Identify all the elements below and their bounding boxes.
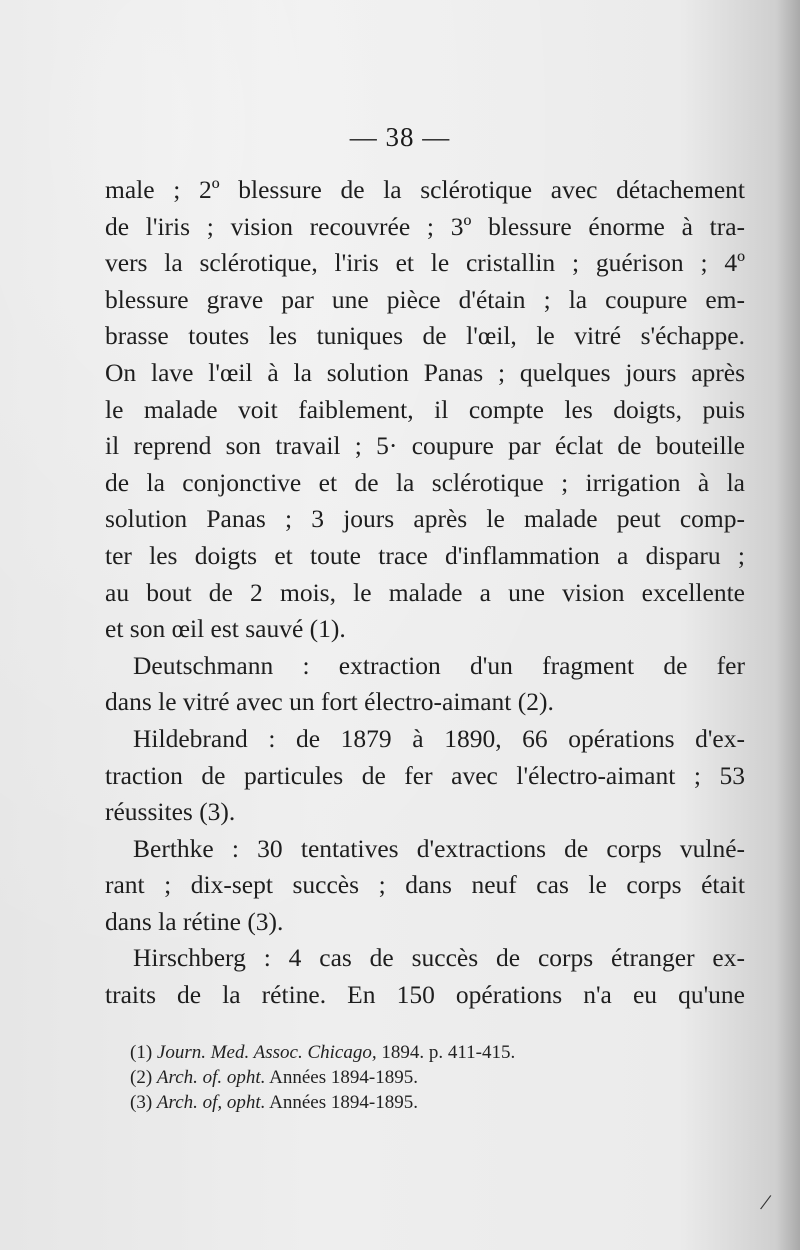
text-line: au bout de 2 mois, le malade a une vision excellente (105, 577, 745, 607)
text-line: blessure grave par une pièce d'étain ; la coupure em- (105, 284, 745, 314)
footnote-source: Arch. of, opht. (156, 1092, 266, 1113)
footnote-number: (2) (130, 1067, 153, 1088)
text-line: traction de particules de fer avec l'électro-aimant ; 53 (105, 760, 745, 790)
text-line: male ; 2º blessure de la sclérotique avec détachement (105, 175, 745, 204)
text-line: dans le vitré avec un fort électro-aimant (2). (105, 687, 554, 717)
text-line: brasse toutes les tuniques de l'œil, le vitré s'échappe. (105, 321, 745, 351)
text-line: On lave l'œil à la solution Panas ; quelques jours après (105, 357, 745, 387)
paragraph-first-line: Hildebrand : de 1879 à 1890, 66 opérations d'ex- (133, 723, 745, 753)
paragraph-first-line: Berthke : 30 tentatives d'extractions de corps vulné- (133, 833, 745, 863)
paragraph-first-line: Hirschberg : 4 cas de succès de corps étranger ex- (133, 943, 745, 973)
footnote (130, 1065, 690, 1090)
paragraph-first-line: Deutschmann : extraction d'un fragment de fer (133, 650, 745, 680)
footnote-number: (3) (130, 1092, 153, 1113)
text-line: et son œil est sauvé (1). (105, 614, 346, 644)
footnote-source: Journ. Med. Assoc. Chicago, (156, 1042, 377, 1063)
page-number: — 38 — (349, 122, 451, 152)
body-text (105, 172, 745, 1014)
text-line: dans la rétine (3). (105, 906, 284, 936)
text-line: solution Panas ; 3 jours après le malade peut comp- (105, 504, 745, 534)
footnote-detail: Années 1894-1895. (265, 1092, 418, 1113)
text-line: vers la sclérotique, l'iris et le cristallin ; guérison ; 4º (105, 248, 745, 278)
stray-pencil-mark: / (758, 1189, 773, 1217)
footnote (130, 1040, 690, 1065)
footnotes (130, 1040, 690, 1115)
footnote-source: Arch. of. opht. (156, 1067, 266, 1088)
text-line: rant ; dix-sept succès ; dans neuf cas le corps était (105, 870, 745, 900)
text-line: le malade voit faiblement, il compte les doigts, puis (105, 394, 745, 424)
footnote-detail: 1894. p. 411-415. (376, 1042, 516, 1063)
text-line: réussites (3). (105, 797, 236, 827)
text-line: il reprend son travail ; 5· coupure par éclat de bouteille (105, 431, 745, 461)
text-line: traits de la rétine. En 150 opérations n'a eu qu'une (105, 980, 745, 1010)
text-line: ter les doigts et toute trace d'inflammation a disparu ; (105, 540, 745, 570)
footnote-detail: Années 1894-1895. (265, 1067, 418, 1088)
text-line: de la conjonctive et de la sclérotique ; irrigation à la (105, 467, 745, 497)
text-line: de l'iris ; vision recouvrée ; 3º blessure énorme à tra- (105, 211, 745, 241)
footnote-number: (1) (130, 1042, 153, 1063)
footnote (130, 1090, 690, 1115)
